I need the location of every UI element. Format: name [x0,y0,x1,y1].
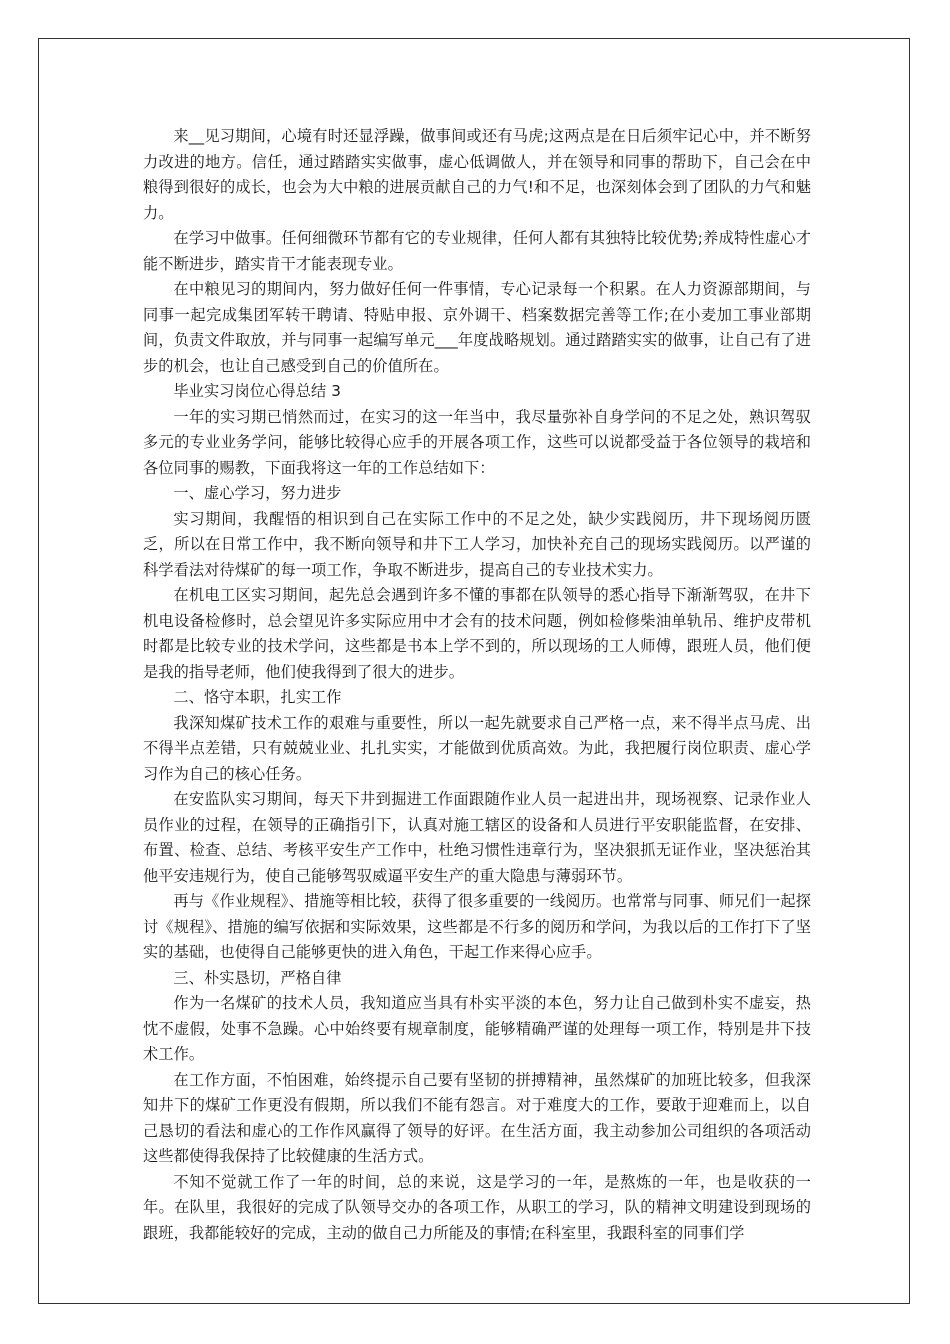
paragraph: 再与《作业规程》、措施等相比较，获得了很多重要的一线阅历。也常常与同事、师兄们一起探讨《规程》、措施的编写依据和实际效果，这些都是不行多的阅历和学问，为我以后的工作打下了坚实的基础，也使得自己能够更快的进入角色，干起工作来得心应手。 [143,892,811,961]
paragraph: 我深知煤矿技术工作的艰难与重要性，所以一起先就要求自己严格一点，来不得半点马虎、出不得半点差错，只有兢兢业业、扎扎实实，才能做到优质高效。为此，我把履行岗位职责、虚心学习作为自己的核心任务。 [143,713,811,783]
paragraph: 在机电工区实习期间，起先总会遇到许多不懂的事都在队领导的悉心指导下渐渐驾驭，在井下机电设备检修时，总会望见许多实际应用中才会有的技术问题，例如检修柴油单轨吊、维护皮带机时都是比较专业的技术学问，这些都是书本上学不到的，所以现场的工人师傅，跟班人员，他们便是我的指导老师，他们使我得到了很大的进步。 [143,586,811,681]
section-heading: 三、朴实恳切，严格自律 [173,968,342,987]
section-heading: 一、虚心学习，努力进步 [173,484,342,502]
paragraph: 作为一名煤矿的技术人员，我知道应当具有朴实平淡的本色，努力让自己做到朴实不虚妄，热忱不虚假，处事不急躁。心中始终要有规章制度，能够精确严谨的处理每一项工作，特别是井下技术工作。 [143,994,811,1063]
paragraph: 在中粮见习的期间内，努力做好任何一件事情，专心记录每一个积累。在人力资源部期间，与同事一起完成集团军转干聘请、特贴申报、京外调干、档案数据完善等工作;在小麦加工事业部期间，负责文件取放，并与同事一起编写单元___年度战略规划。通过踏踏实实的做事，让自己有了进步的机会，也让自己感受到自己的价值所在。 [143,280,811,375]
paragraph: 来__见习期间，心境有时还显浮躁，做事间或还有马虎;这两点是在日后须牢记心中，并不断努力改进的地方。信任，通过踏踏实实做事，虚心低调做人，并在领导和同事的帮助下，自己会在中粮得到很好的成长，也会为大中粮的进展贡献自己的力气!和不足，也深刻体会到了团队的力气和魅力。 [143,127,811,222]
section-heading: 毕业实习岗位心得总结 3 [173,382,341,400]
paragraph: 不知不觉就工作了一年的时间，总的来说，这是学习的一年，是熬炼的一年，也是收获的一年。在队里，我很好的完成了队领导交办的各项工作，从职工的学习，队的精神文明建设到现场的跟班，我都能较好的完成，主动的做自己力所能及的事情;在科室里，我跟科室的同事们学 [143,1172,811,1242]
paragraph: 在安监队实习期间，每天下井到掘进工作面跟随作业人员一起进出井，现场视察、记录作业人员作业的过程，在领导的正确指引下，认真对施工辖区的设备和人员进行平安职能监督，在安排、布置、检查、总结、考核平安生产工作中，杜绝习惯性违章行为，坚决狠抓无证作业，坚决惩治其他平安违规行为，使自己能够驾驭威逼平安生产的重大隐患与薄弱环节。 [143,790,811,885]
paragraph: 在工作方面，不怕困难，始终提示自己要有坚韧的拼搏精神，虽然煤矿的加班比较多，但我深知井下的煤矿工作更没有假期，所以我们不能有怨言。对于难度大的工作，要敢于迎难而上，以自己恳切的看法和虚心的工作作风赢得了领导的好评。在生活方面，我主动参加公司组织的各项活动这些都使得我保持了比较健康的生活方式。 [143,1070,811,1165]
document-body [143,124,811,1246]
section-heading: 二、恪守本职，扎实工作 [173,688,342,706]
paragraph: 一年的实习期已悄然而过，在实习的这一年当中，我尽量弥补自身学问的不足之处，熟识驾驭多元的专业业务学问，能够比较得心应手的开展各项工作，这些可以说都受益于各位领导的栽培和各位同事的赐教，下面我将这一年的工作总结如下： [143,407,811,477]
paragraph: 实习期间，我醒悟的相识到自己在实际工作中的不足之处，缺少实践阅历，井下现场阅历匮乏，所以在日常工作中，我不断向领导和井下工人学习，加快补充自己的现场实践阅历。以严谨的科学看法对待煤矿的每一项工作，争取不断进步，提高自己的专业技术实力。 [143,509,811,579]
paragraph: 在学习中做事。任何细微环节都有它的专业规律，任何人都有其独特比较优势;养成特性虚心才能不断进步，踏实肯干才能表现专业。 [143,229,811,273]
